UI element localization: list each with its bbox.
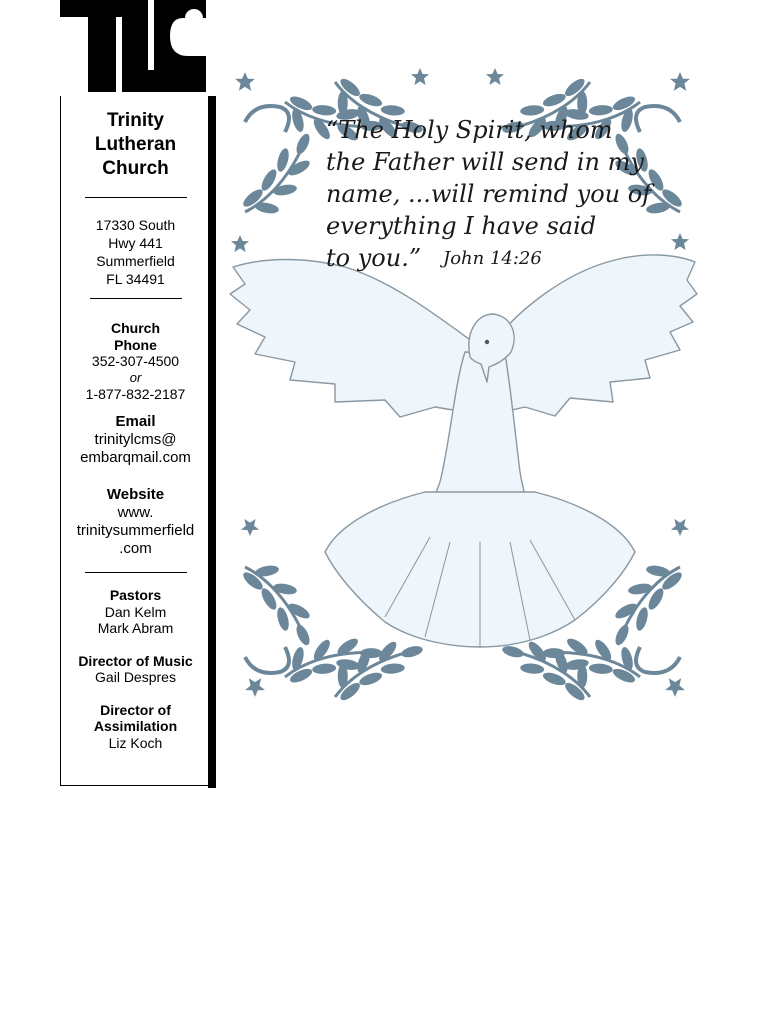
website-line[interactable]: www.: [117, 504, 154, 521]
music-name: Gail Despres: [95, 669, 176, 685]
address-line: 17330 South: [95, 217, 176, 233]
church-name-line: Church: [102, 158, 169, 179]
phone-label: Church: [111, 320, 160, 336]
phone-label: Phone: [114, 336, 157, 353]
email-line[interactable]: trinitylcms@: [94, 431, 177, 448]
phone-primary[interactable]: 352-307-4500: [91, 353, 180, 369]
phone-secondary[interactable]: 1-877-832-2187: [85, 385, 186, 402]
website-line[interactable]: .com: [119, 540, 152, 557]
verse-reference: John 14:26: [443, 248, 542, 269]
email-line[interactable]: embarqmail.com: [80, 449, 191, 466]
assimilation-name: Liz Koch: [108, 734, 163, 751]
pastor-name: Dan Kelm: [104, 603, 167, 620]
tlc-logo: [58, 0, 218, 96]
address-line: Hwy 441: [108, 235, 163, 251]
assimilation-label: Assimilation: [93, 718, 178, 734]
divider: [85, 197, 187, 198]
info-sidebar: [60, 96, 210, 786]
pastors-section: [61, 587, 210, 637]
church-name-line: Lutheran: [94, 134, 177, 155]
address-line: FL 34491: [106, 271, 165, 287]
website-label: Website: [106, 486, 165, 503]
dove-artwork: [225, 62, 700, 717]
pastors-label: Pastors: [109, 587, 162, 603]
pastor-name: Mark Abram: [97, 620, 174, 636]
church-name: [61, 109, 210, 181]
music-label: Director of Music: [78, 652, 193, 669]
dove-illustration: [230, 255, 697, 647]
email-section: [61, 413, 210, 467]
divider: [90, 298, 182, 299]
assimilation-label: Director of: [100, 701, 171, 718]
verse-line: to you.”: [326, 244, 422, 272]
scripture-verse: [326, 116, 655, 272]
music-section: [61, 653, 210, 686]
verse-line: everything I have said: [326, 212, 597, 240]
website-line[interactable]: trinitysummerfield: [76, 522, 195, 539]
verse-line: the Father will send in my: [326, 148, 644, 176]
church-name-line: Trinity: [106, 110, 164, 131]
assimilation-section: [61, 702, 210, 752]
verse-line: “The Holy Spirit, whom: [326, 116, 613, 144]
address: [61, 216, 210, 288]
divider: [85, 572, 187, 573]
verse-line: name, ...will remind you of: [326, 180, 652, 208]
website-section: [61, 486, 210, 558]
phone-section: [61, 320, 210, 402]
email-label: Email: [115, 413, 156, 430]
address-line: Summerfield: [96, 253, 175, 269]
phone-or: or: [129, 369, 142, 385]
